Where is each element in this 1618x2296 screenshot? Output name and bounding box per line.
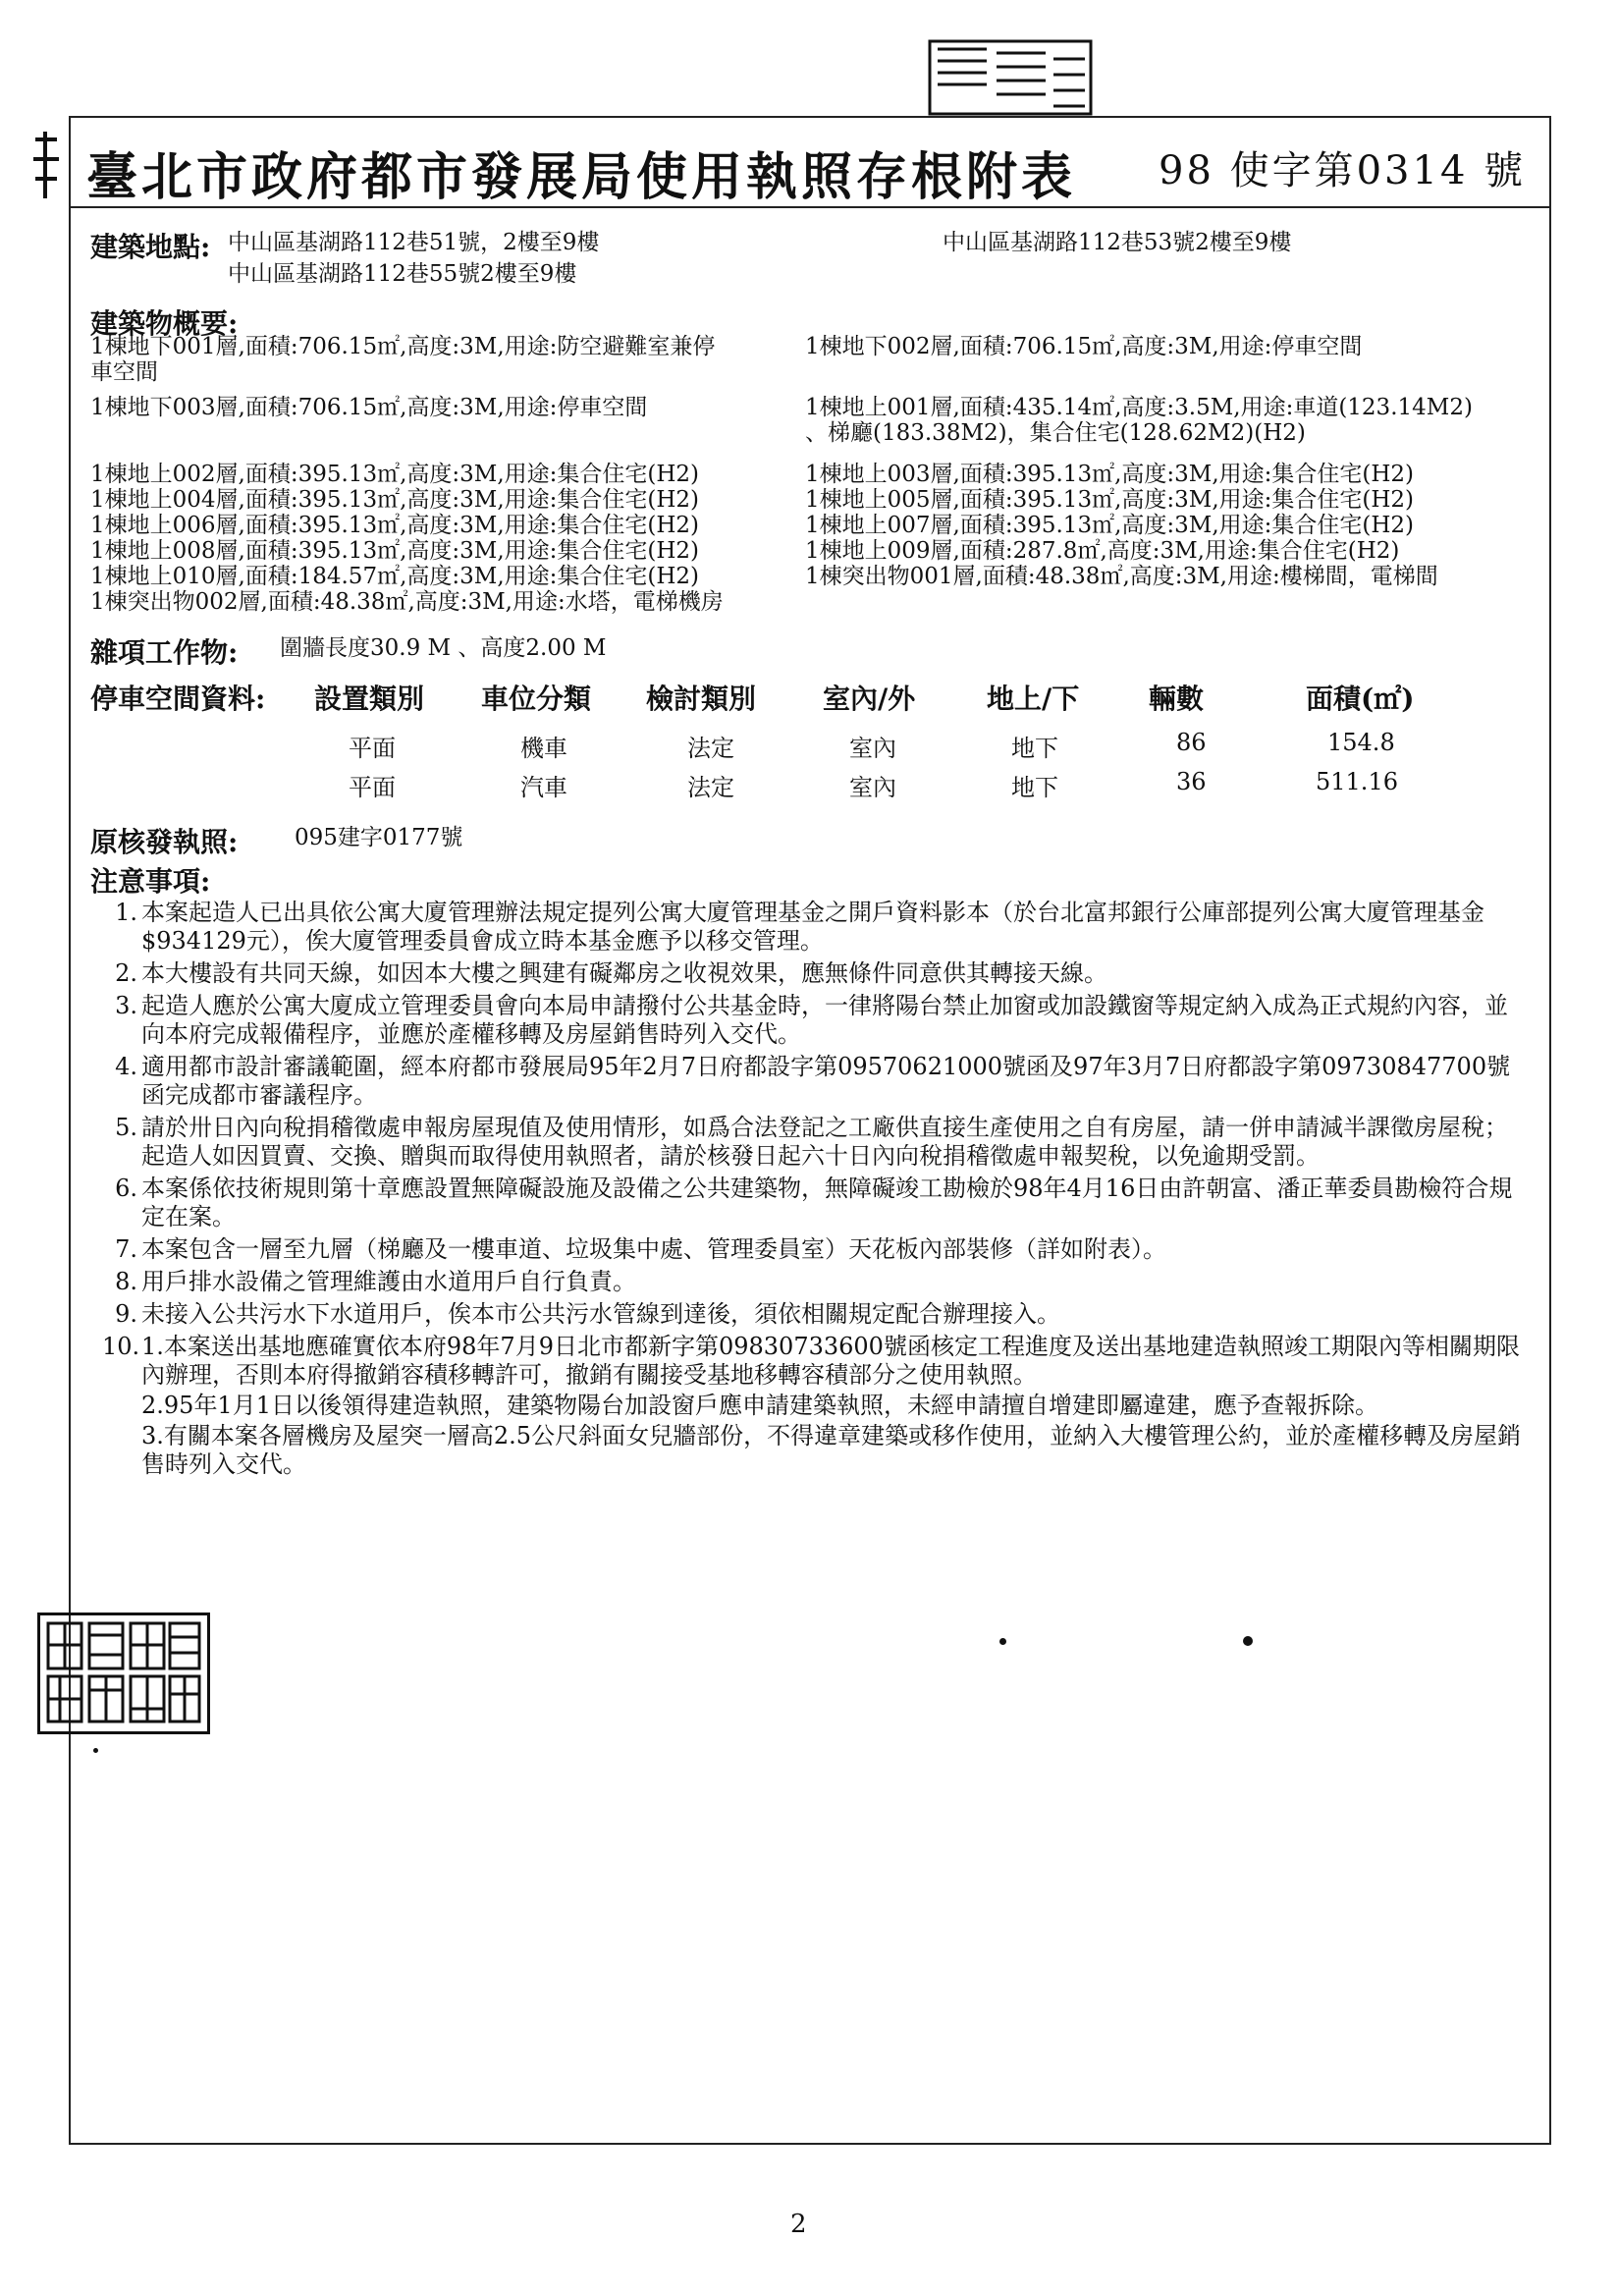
overview-right-line: 1棟地上005層,面積:395.13㎡,高度:3M,用途:集合住宅(H2) bbox=[805, 487, 1415, 513]
note-item bbox=[110, 1235, 1524, 1264]
overview-right-line: 1棟地下002層,面積:706.15㎡,高度:3M,用途:停車空間 bbox=[805, 334, 1363, 359]
notes-label: 注意事項: bbox=[90, 865, 211, 898]
overview-right-line bbox=[805, 359, 1473, 385]
note-text: 未接入公共污水下水道用戶，俟本市公共污水管線到達後，須依相關規定配合辦理接入。 bbox=[141, 1300, 1060, 1328]
note-number: 3. bbox=[115, 992, 137, 1019]
note-item bbox=[110, 1300, 1524, 1329]
note-item bbox=[102, 1333, 1524, 1479]
permit-number: 98 使字第0314 號 bbox=[1159, 148, 1527, 193]
note-number: 2. bbox=[115, 959, 137, 987]
overview-right-line: 1棟地上001層,面積:435.14㎡,高度:3.5M,用途:車道(123.14M2) bbox=[805, 395, 1473, 420]
overview-left-column bbox=[90, 334, 724, 615]
ink-mark bbox=[999, 1638, 1006, 1645]
edge-mark-icon bbox=[31, 126, 61, 204]
note-item bbox=[110, 899, 1524, 956]
note-sub-text: 3.有關本案各層機房及屋突一層高2.5公尺斜面女兒牆部份，不得違章建築或移作使用，並納入大樓管理公約，並於產權移轉及房屋銷售時列入交代。 bbox=[141, 1422, 1522, 1478]
document-title: 臺北市政府都市發展局使用執照存根附表 bbox=[86, 147, 1077, 207]
note-number: 7. bbox=[115, 1235, 137, 1263]
overview-left-line: 1棟突出物002層,面積:48.38㎡,高度:3M,用途:水塔，電梯機房 bbox=[90, 589, 724, 615]
overview-left-line: 車空間 bbox=[90, 359, 158, 385]
note-item bbox=[110, 992, 1524, 1049]
overview-right-line: 1棟地上003層,面積:395.13㎡,高度:3M,用途:集合住宅(H2) bbox=[805, 462, 1415, 487]
original-permit-value: 095建字0177號 bbox=[295, 825, 463, 850]
overview-left-line: 1棟地上004層,面積:395.13㎡,高度:3M,用途:集合住宅(H2) bbox=[90, 487, 700, 513]
parking-cell: 平面 bbox=[349, 735, 396, 762]
overview-left-line: 1棟地下003層,面積:706.15㎡,高度:3M,用途:停車空間 bbox=[90, 395, 648, 420]
overview-left-line: 1棟地上010層,面積:184.57㎡,高度:3M,用途:集合住宅(H2) bbox=[90, 564, 700, 589]
note-item bbox=[110, 1175, 1524, 1231]
top-seal-stamp bbox=[928, 39, 1095, 108]
parking-cell: 154.8 bbox=[1327, 729, 1395, 756]
note-number: 6. bbox=[115, 1175, 137, 1202]
note-item bbox=[110, 1114, 1524, 1171]
parking-cell: 511.16 bbox=[1316, 768, 1398, 795]
parking-cell: 36 bbox=[1176, 768, 1207, 795]
overview-right-line: 、梯廳(183.38M2)，集合住宅(128.62M2)(H2) bbox=[805, 420, 1306, 446]
note-number: 4. bbox=[115, 1053, 137, 1080]
parking-cell: 平面 bbox=[349, 774, 396, 801]
overview-left-line bbox=[90, 420, 724, 446]
ink-mark bbox=[1243, 1636, 1253, 1646]
note-item bbox=[110, 1268, 1524, 1296]
parking-cell: 地下 bbox=[1011, 774, 1058, 801]
overview-left-line: 1棟地上006層,面積:395.13㎡,高度:3M,用途:集合住宅(H2) bbox=[90, 513, 700, 538]
note-text: 起造人應於公寓大廈成立管理委員會向本局申請撥付公共基金時，一律將陽台禁止加窗或加設鐵窗等規定納入成為正式規約內容，並向本府完成報備程序，並應於產權移轉及房屋銷售時列入交代。 bbox=[141, 992, 1508, 1048]
seal-hatch-icon bbox=[928, 39, 1095, 118]
original-permit-label: 原核發執照: bbox=[90, 826, 239, 858]
parking-cell: 法定 bbox=[687, 774, 734, 801]
seal-pattern-icon bbox=[40, 1615, 207, 1731]
parking-label: 停車空間資料: bbox=[90, 683, 266, 715]
overview-left-line: 1棟地上008層,面積:395.13㎡,高度:3M,用途:集合住宅(H2) bbox=[90, 538, 700, 564]
parking-header: 車位分類 bbox=[481, 683, 592, 715]
overview-right-line: 1棟突出物001層,面積:48.38㎡,高度:3M,用途:樓梯間，電梯間 bbox=[805, 564, 1438, 589]
parking-cell: 室內 bbox=[849, 735, 896, 762]
note-item bbox=[110, 959, 1524, 988]
overview-right-line: 1棟地上009層,面積:287.8㎡,高度:3M,用途:集合住宅(H2) bbox=[805, 538, 1400, 564]
official-seal-stamp bbox=[37, 1613, 210, 1734]
title-edge-stamp bbox=[31, 126, 59, 204]
parking-cell: 室內 bbox=[849, 774, 896, 801]
parking-header: 輛數 bbox=[1149, 683, 1205, 715]
parking-header: 面積(㎡) bbox=[1306, 683, 1415, 715]
notes-list bbox=[102, 899, 1524, 1483]
note-number: 10. bbox=[102, 1333, 140, 1360]
overview-right-line: 1棟地上007層,面積:395.13㎡,高度:3M,用途:集合住宅(H2) bbox=[805, 513, 1415, 538]
parking-header: 地上/下 bbox=[987, 683, 1080, 715]
parking-cell: 法定 bbox=[687, 735, 734, 762]
note-sub-text: 2.95年1月1日以後領得建造執照，建築物陽台加設窗戶應申請建築執照，未經申請擅自增建即屬違建，應予查報拆除。 bbox=[141, 1392, 1378, 1419]
site-address-2: 中山區基湖路112巷53號2樓至9樓 bbox=[943, 230, 1292, 255]
ink-mark bbox=[93, 1748, 98, 1753]
note-text: 請於卅日內向稅捐稽徵處申報房屋現值及使用情形，如爲合法登記之工廠供直接生產使用之自有房屋，請一併申請減半課徵房屋稅；起造人如因買賣、交換、贈與而取得使用執照者，請於核發日起六十日內向稅捐稽徵處申報契稅，以免逾期受罰。 bbox=[141, 1114, 1508, 1170]
misc-works-label: 雜項工作物: bbox=[90, 636, 239, 669]
note-number: 5. bbox=[115, 1114, 137, 1141]
note-text: 本案係依技術規則第十章應設置無障礙設施及設備之公共建築物，無障礙竣工勘檢於98年4月16日由許朝富、潘正華委員勘檢符合規定在案。 bbox=[141, 1175, 1513, 1230]
parking-cell: 地下 bbox=[1011, 735, 1058, 762]
overview-label: 建築物概要: bbox=[90, 307, 239, 340]
note-number: 9. bbox=[115, 1300, 137, 1328]
note-text: 本案起造人已出具依公寓大廈管理辦法規定提列公寓大廈管理基金之開戶資料影本（於台北富邦銀行公庫部提列公寓大廈管理基金$934129元），俟大廈管理委員會成立時本基金應予以移交管理。 bbox=[141, 899, 1484, 955]
parking-header: 檢討類別 bbox=[646, 683, 757, 715]
misc-works-value: 圍牆長度30.9 M 、高度2.00 M bbox=[280, 635, 607, 661]
parking-cell: 汽車 bbox=[520, 774, 567, 801]
site-address-3: 中山區基湖路112巷55號2樓至9樓 bbox=[228, 261, 577, 287]
note-text: 本大樓設有共同天線，如因本大樓之興建有礙鄰房之收視效果，應無條件同意供其轉接天線。 bbox=[141, 959, 1107, 987]
note-sub-text: 1.本案送出基地應確實依本府98年7月9日北市都新字第09830733600號函核定工程進度及送出基地建造執照竣工期限內等相關期限內辦理，否則本府得撤銷容積移轉許可，撤銷有關接受基地移轉容積部分之使用執照。 bbox=[141, 1333, 1520, 1389]
note-text: 適用都市設計審議範圍，經本府都市發展局95年2月7日府都設字第09570621000號函及97年3月7日府都設字第09730847700號函完成都市審議程序。 bbox=[141, 1053, 1511, 1109]
parking-header: 室內/外 bbox=[823, 683, 916, 715]
site-address-1: 中山區基湖路112巷51號，2樓至9樓 bbox=[228, 230, 600, 255]
overview-right-column bbox=[805, 334, 1473, 589]
overview-left-line: 1棟地下001層,面積:706.15㎡,高度:3M,用途:防空避難室兼停 bbox=[90, 334, 716, 359]
parking-cell: 86 bbox=[1176, 729, 1207, 756]
note-item bbox=[110, 1053, 1524, 1110]
note-text: 本案包含一層至九層（梯廳及一樓車道、垃圾集中處、管理委員室）天花板內部裝修（詳如附表）。 bbox=[141, 1235, 1166, 1263]
note-number: 1. bbox=[115, 899, 137, 926]
parking-header: 設置類別 bbox=[314, 683, 425, 715]
overview-left-line: 1棟地上002層,面積:395.13㎡,高度:3M,用途:集合住宅(H2) bbox=[90, 462, 700, 487]
page-number: 2 bbox=[790, 2210, 807, 2239]
site-label: 建築地點: bbox=[90, 231, 211, 263]
note-number: 8. bbox=[115, 1268, 137, 1295]
parking-cell: 機車 bbox=[520, 735, 567, 762]
note-text: 用戶排水設備之管理維護由水道用戶自行負責。 bbox=[141, 1268, 636, 1295]
